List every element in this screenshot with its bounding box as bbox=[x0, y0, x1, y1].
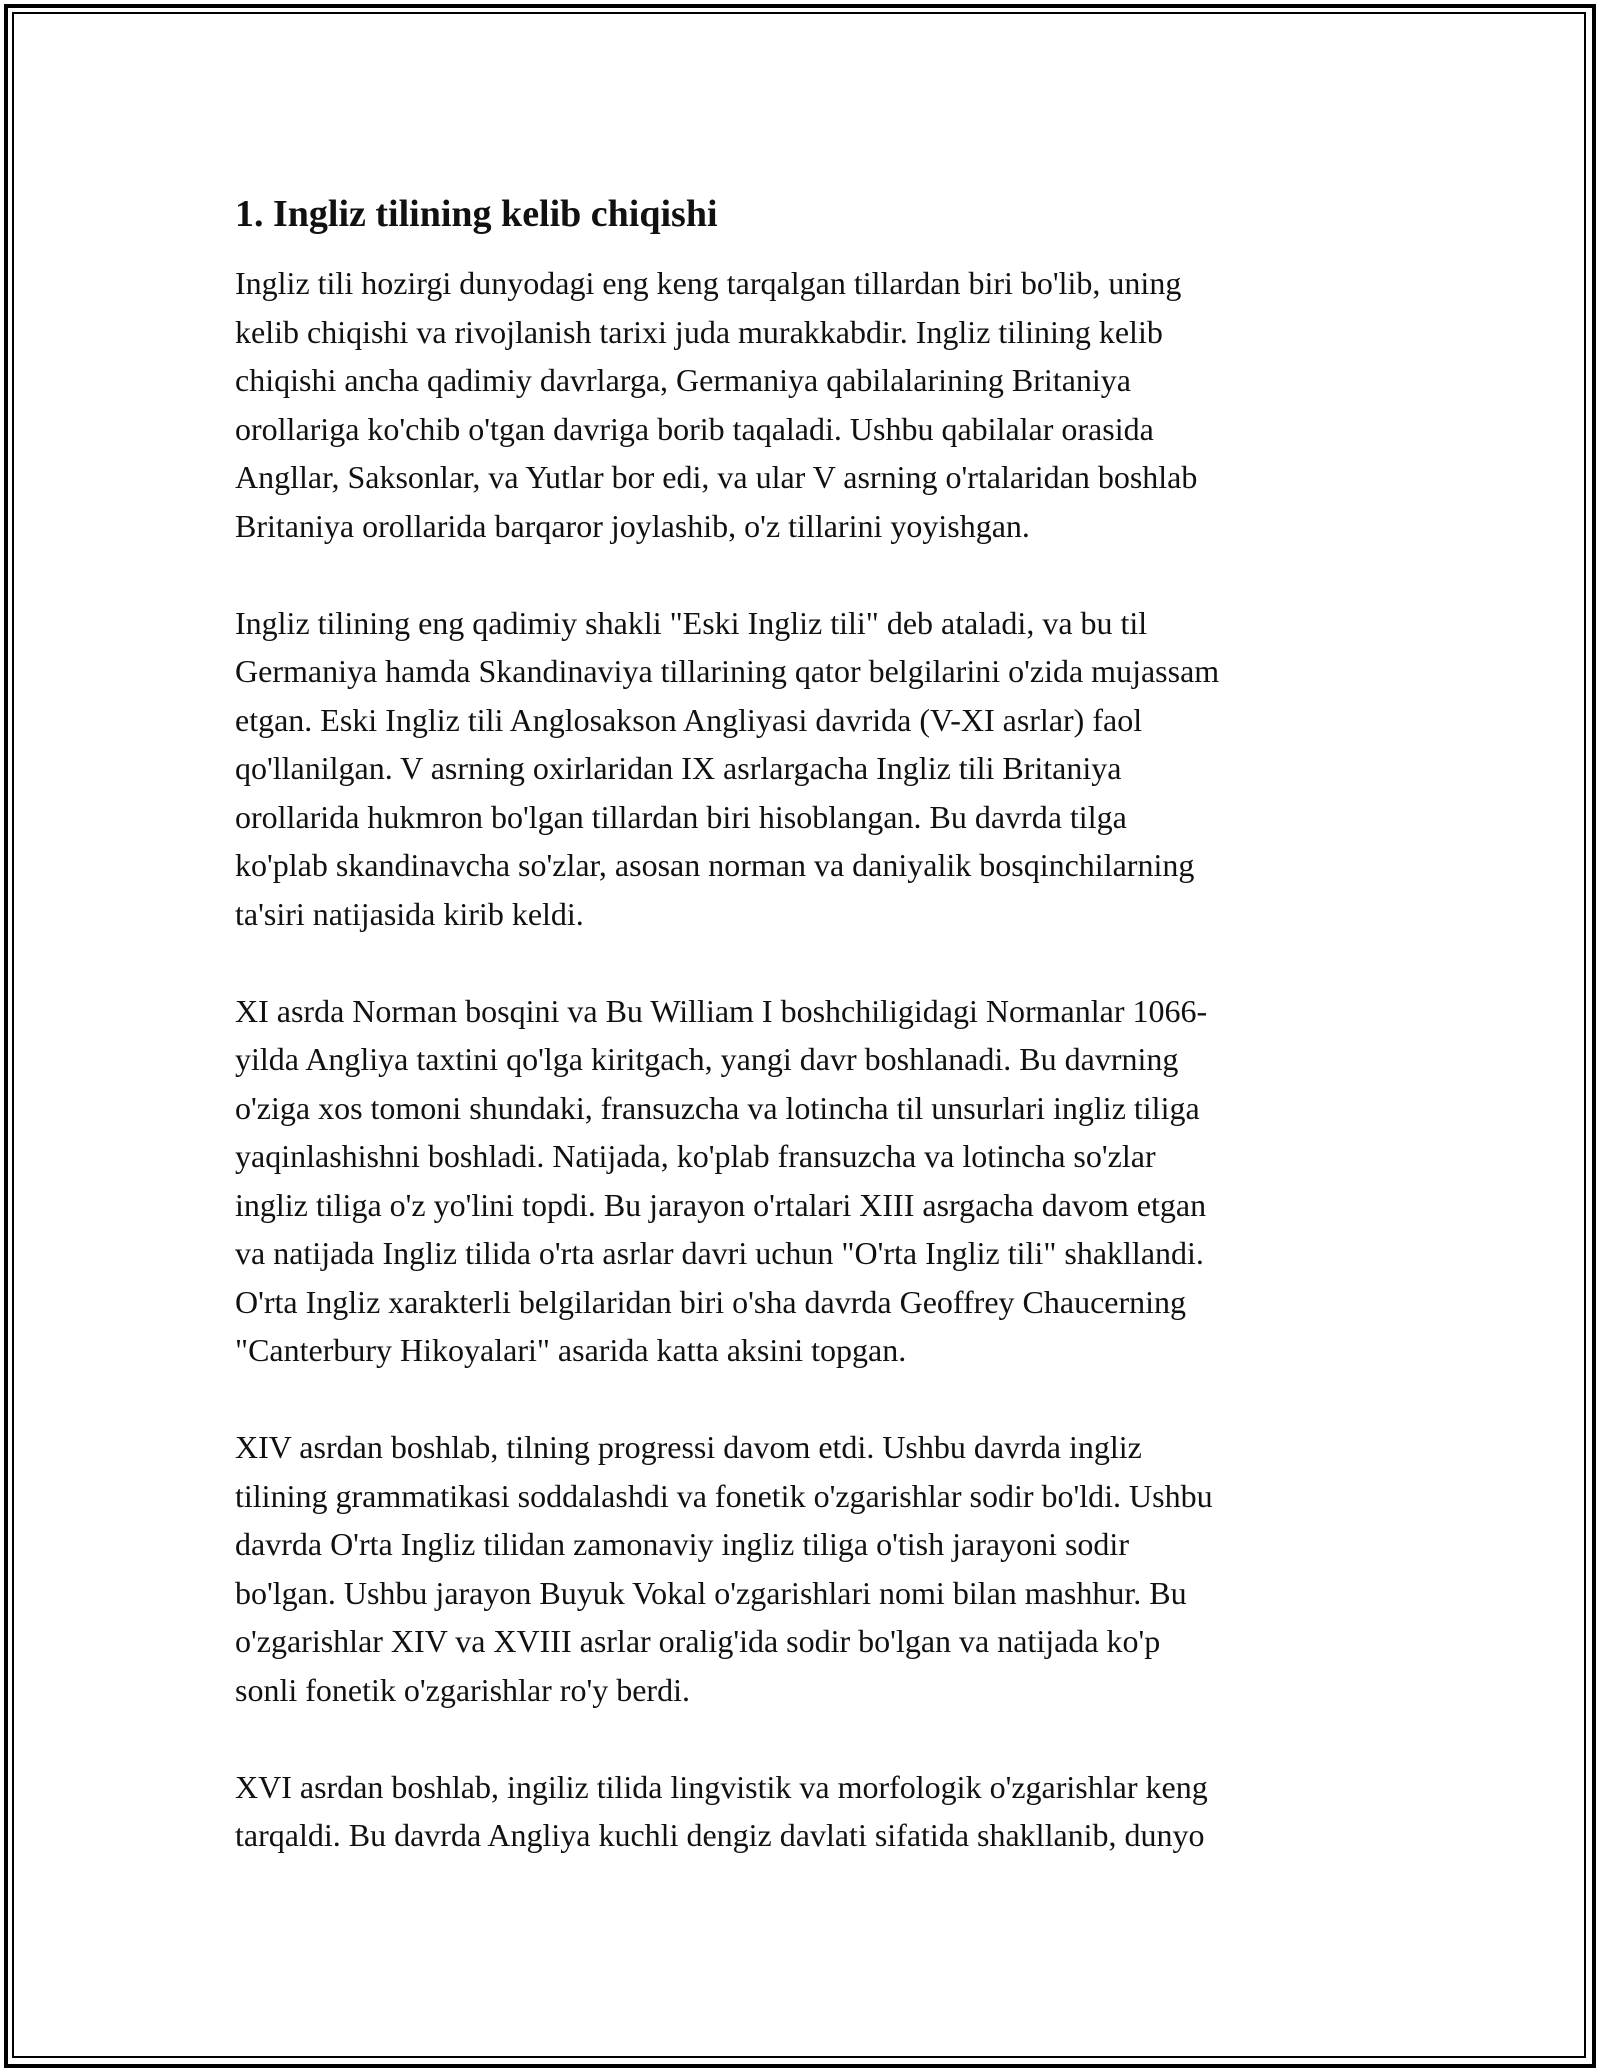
text-line: etgan. Eski Ingliz tili Anglosakson Angliyasi davrida (V-XI asrlar) faol bbox=[235, 701, 1143, 738]
text-line: XI asrda Norman bosqini va Bu William I boshchiligidagi Normanlar 1066- bbox=[235, 992, 1208, 1029]
text-line: orollarida hukmron bo'lgan tillardan biri hisoblangan. Bu davrda tilga bbox=[235, 798, 1127, 835]
document-body bbox=[235, 185, 1385, 1908]
paragraph-4 bbox=[235, 1423, 1385, 1714]
paragraph-5 bbox=[235, 1763, 1385, 1860]
text-line: va natijada Ingliz tilida o'rta asrlar davri uchun "O'rta Ingliz tili" shakllandi. bbox=[235, 1235, 1204, 1271]
text-line: bo'lgan. Ushbu jarayon Buyuk Vokal o'zgarishlari nomi bilan mashhur. Bu bbox=[235, 1574, 1187, 1611]
text-line: tilining grammatikasi soddalashdi va fonetik o'zgarishlar sodir bo'ldi. Ushbu bbox=[235, 1477, 1213, 1514]
paragraph-3 bbox=[235, 987, 1385, 1375]
text-line: orollariga ko'chib o'tgan davriga borib taqaladi. Ushbu qabilalar orasida bbox=[235, 410, 1154, 447]
text-line: tarqaldi. Bu davrda Angliya kuchli dengiz davlati sifatida shakllanib, dunyo bbox=[235, 1817, 1205, 1853]
text-line: O'rta Ingliz xarakterli belgilaridan biri o'sha davrda Geoffrey Chaucerning bbox=[235, 1283, 1187, 1320]
text-line: "Canterbury Hikoyalari" asarida katta aksini topgan. bbox=[235, 1332, 907, 1368]
section-heading: 1. Ingliz tilining kelib chiqishi bbox=[235, 193, 718, 235]
text-line: o'ziga xos tomoni shundaki, fransuzcha va lotincha til unsurlari ingliz tiliga bbox=[235, 1089, 1200, 1126]
text-line: o'zgarishlar XIV va XVIII asrlar oralig'ida sodir bo'lgan va natijada ko'p bbox=[235, 1623, 1161, 1659]
text-line: qo'llanilgan. V asrning oxirlaridan IX asrlargacha Ingliz tili Britaniya bbox=[235, 750, 1122, 786]
text-line: sonli fonetik o'zgarishlar ro'y berdi. bbox=[235, 1671, 690, 1708]
text-line: kelib chiqishi va rivojlanish tarixi juda murakkabdir. Ingliz tilining kelib bbox=[235, 313, 1163, 350]
text-line: chiqishi ancha qadimiy davrlarga, Germaniya qabilalarining Britaniya bbox=[235, 362, 1131, 398]
text-line: ta'siri natijasida kirib keldi. bbox=[235, 895, 584, 932]
paragraph-1 bbox=[235, 259, 1385, 550]
text-line: Ingliz tili hozirgi dunyodagi eng keng tarqalgan tillardan biri bo'lib, uning bbox=[235, 265, 1182, 301]
text-line: yilda Angliya taxtini qo'lga kiritgach, yangi davr boshlanadi. Bu davrning bbox=[235, 1041, 1179, 1077]
text-line: Ingliz tilining eng qadimiy shakli "Eski Ingliz tili" deb ataladi, va bu til bbox=[235, 604, 1148, 641]
text-line: XIV asrdan boshlab, tilning progressi davom etdi. Ushbu davrda ingliz bbox=[235, 1429, 1142, 1465]
text-line: Germaniya hamda Skandinaviya tillarining qator belgilarini o'zida mujassam bbox=[235, 653, 1220, 689]
text-line: yaqinlashishni boshladi. Natijada, ko'plab fransuzcha va lotincha so'zlar bbox=[235, 1138, 1156, 1174]
text-line: ingliz tiliga o'z yo'lini topdi. Bu jarayon o'rtalari XIII asrgacha davom etgan bbox=[235, 1186, 1207, 1223]
paragraph-2 bbox=[235, 599, 1385, 939]
text-line: Britaniya orollarida barqaror joylashib, o'z tillarini yoyishgan. bbox=[235, 507, 1030, 544]
text-line: davrda O'rta Ingliz tilidan zamonaviy ingliz tiliga o'tish jarayoni sodir bbox=[235, 1526, 1129, 1562]
text-line: ko'plab skandinavcha so'zlar, asosan norman va daniyalik bosqinchilarning bbox=[235, 847, 1195, 883]
text-line: XVI asrdan boshlab, ingiliz tilida lingvistik va morfologik o'zgarishlar keng bbox=[235, 1768, 1208, 1805]
text-line: Angllar, Saksonlar, va Yutlar bor edi, va ular V asrning o'rtalaridan boshlab bbox=[235, 459, 1198, 495]
